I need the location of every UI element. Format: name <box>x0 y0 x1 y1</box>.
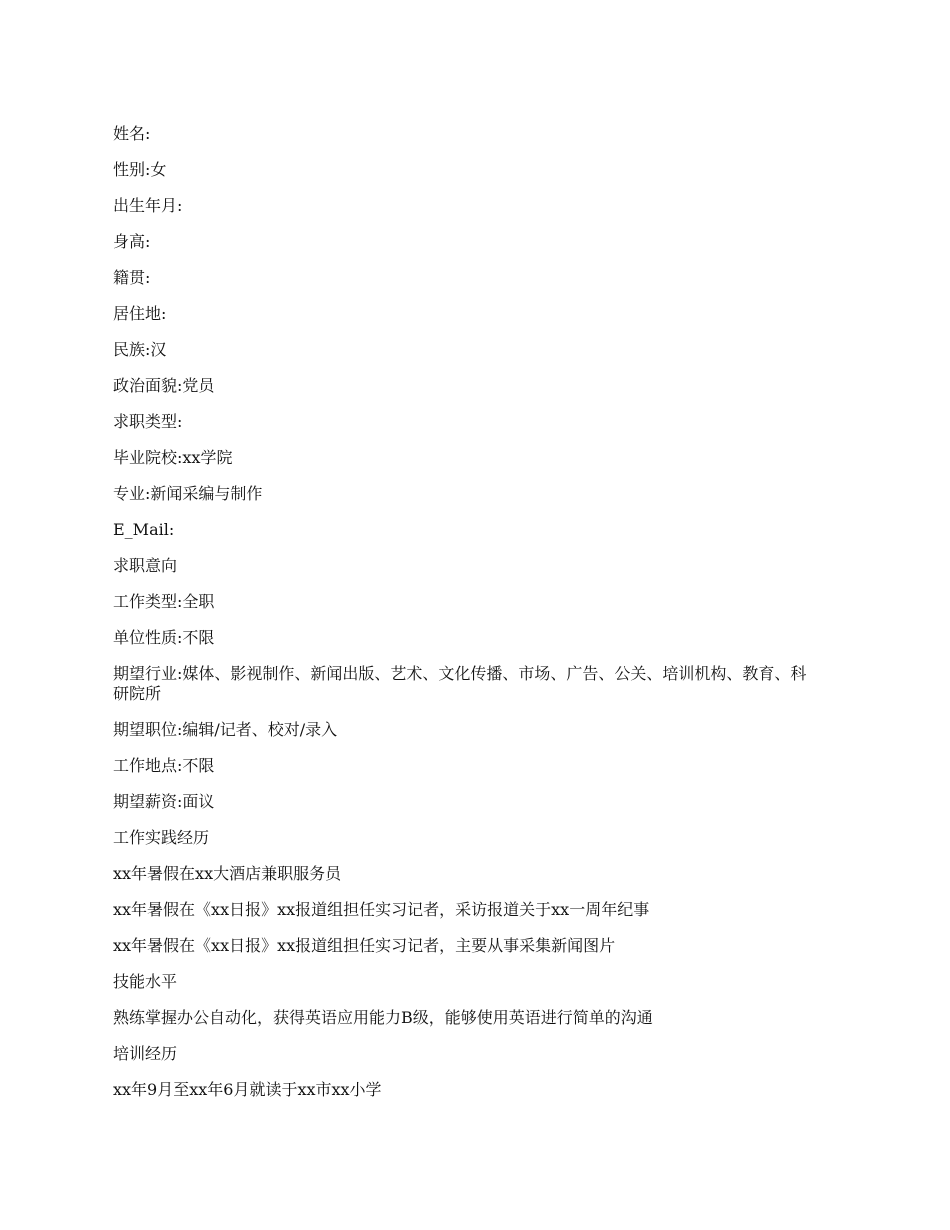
resume-document <box>113 124 813 1116</box>
training-item: xx年9月至xx年6月就读于xx市xx小学 <box>113 1080 382 1099</box>
section-heading-work-experience: 工作实践经历 <box>113 828 210 847</box>
section-heading-skills: 技能水平 <box>113 972 178 991</box>
field-native-place: 籍贯: <box>113 268 151 287</box>
skills-item: 熟练掌握办公自动化，获得英语应用能力B级，能够使用英语进行简单的沟通 <box>113 1008 653 1027</box>
field-expected-salary: 期望薪资:面议 <box>113 792 215 811</box>
field-gender: 性别:女 <box>113 160 167 179</box>
field-expected-position: 期望职位:编辑/记者、校对/录入 <box>113 720 338 739</box>
section-heading-training: 培训经历 <box>113 1044 178 1063</box>
field-birth-date: 出生年月: <box>113 196 183 215</box>
field-work-type: 工作类型:全职 <box>113 592 215 611</box>
field-work-location: 工作地点:不限 <box>113 756 215 775</box>
field-ethnicity: 民族:汉 <box>113 340 167 359</box>
field-major: 专业:新闻采编与制作 <box>113 484 263 503</box>
field-school: 毕业院校:xx学院 <box>113 448 233 467</box>
experience-item: xx年暑假在《xx日报》xx报道组担任实习记者，采访报道关于xx一周年纪事 <box>113 900 650 919</box>
experience-item: xx年暑假在《xx日报》xx报道组担任实习记者，主要从事采集新闻图片 <box>113 936 616 955</box>
experience-item: xx年暑假在xx大酒店兼职服务员 <box>113 864 342 883</box>
field-expected-industry: 期望行业:媒体、影视制作、新闻出版、艺术、文化传播、市场、广告、公关、培训机构、教育、科研院所 <box>113 664 807 703</box>
field-job-type: 求职类型: <box>113 412 183 431</box>
field-company-nature: 单位性质:不限 <box>113 628 215 647</box>
section-heading-job-intention: 求职意向 <box>113 556 178 575</box>
field-height: 身高: <box>113 232 151 251</box>
field-email: E_Mail: <box>113 520 175 539</box>
field-political-status: 政治面貌:党员 <box>113 376 215 395</box>
field-residence: 居住地: <box>113 304 167 323</box>
field-name: 姓名: <box>113 124 151 143</box>
